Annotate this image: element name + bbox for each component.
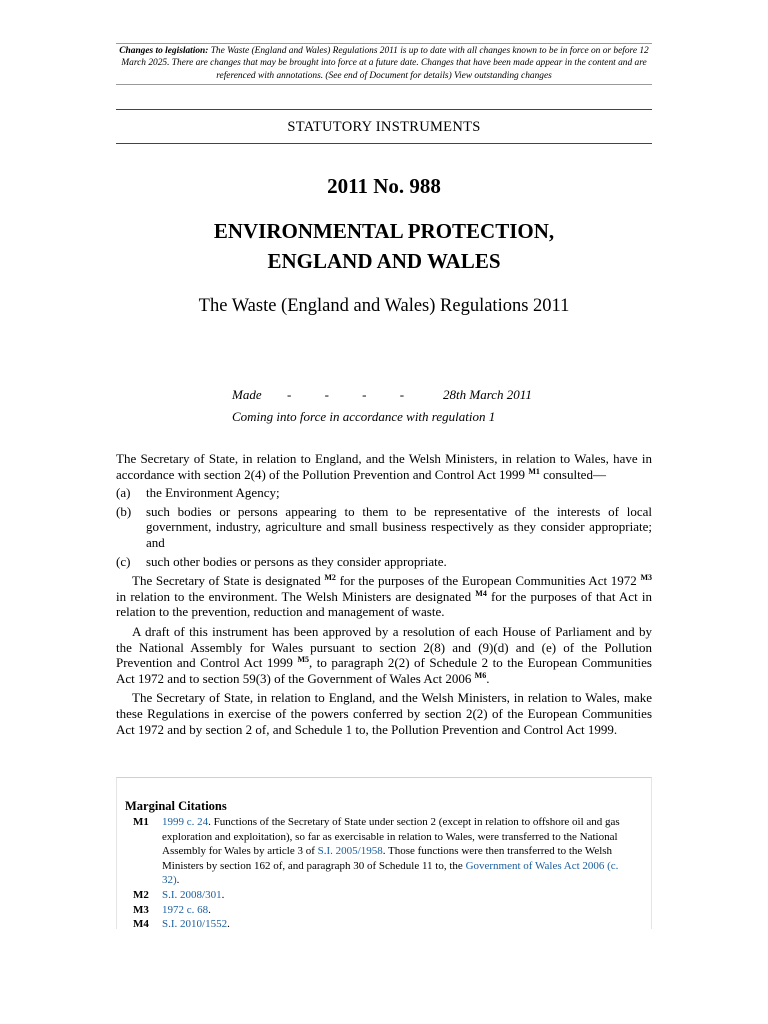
citation-link[interactable]: S.I. 2005/1958 (317, 845, 383, 858)
p2-text-c: in relation to the environment. The Welsh Ministers are designated (116, 588, 476, 604)
citation-text-part: . (176, 874, 180, 887)
list-item-label: (b) (116, 503, 132, 519)
citation-key: M4 (133, 918, 149, 929)
made-dashes: - - - - (287, 387, 420, 402)
citation-text-part: . (208, 904, 211, 916)
subject-line-2: ENGLAND AND WALES (267, 249, 501, 273)
series-heading: STATUTORY INSTRUMENTS (287, 119, 481, 135)
p3-text-b: , to paragraph 2(2) of Schedule 2 to the European Communities Act 1972 and to section 59(3) of the Government of Wales Act 2006 (116, 655, 652, 686)
banner-label: Changes to legislation: (119, 46, 209, 56)
citation-link[interactable]: 1972 c. 68 (162, 904, 209, 916)
citation-text (162, 888, 637, 903)
marginal-citations-heading: Marginal Citations (125, 799, 227, 813)
banner-text: The Waste (England and Wales) Regulations 2011 is up to date with all changes known to be in force on or before 12 March 2025. There are changes that may be brought into force at a future date. Changes that have been made appear in the content and are referenced with annotations. (See end of Document for details) View outstanding changes (121, 46, 649, 81)
p3-text-c: . (486, 670, 490, 686)
preamble-paragraph-2 (116, 573, 652, 620)
citation-row (125, 888, 637, 903)
list-item-text: such bodies or persons appearing to them to be representative of the interests of local government, industry, agriculture and small business respectively as they consider appropriate; and (146, 503, 652, 550)
document-title: The Waste (England and Wales) Regulations 2011 (198, 296, 570, 316)
p2-text-a: The Secretary of State is designated (132, 573, 325, 589)
citation-ref-m1[interactable]: M1 (528, 466, 540, 476)
made-row (232, 384, 652, 406)
header-bottom-rule (116, 143, 652, 144)
list-item-text: such other bodies or persons as they consider appropriate. (146, 553, 447, 569)
preamble-paragraph-3 (116, 624, 652, 686)
citation-row (125, 903, 637, 918)
citation-text (162, 815, 637, 888)
p1-text-b: consulted— (539, 466, 606, 482)
preamble-paragraph-1 (116, 451, 652, 482)
coming-into-force: Coming into force in accordance with regulation 1 (232, 409, 496, 424)
header-top-rule (116, 109, 652, 110)
citation-text (162, 917, 637, 929)
p2-text-b: for the purposes of the European Communities Act 1972 (335, 573, 641, 589)
subject-heading (116, 216, 652, 276)
list-item (116, 504, 652, 551)
p2-text-d: for the purposes of that Act in relation to the prevention, reduction and management of waste. (116, 588, 653, 620)
citation-text (162, 903, 637, 918)
citation-key: M2 (133, 889, 149, 901)
citation-ref-m2[interactable]: M2 (324, 573, 336, 583)
citation-text-part: . (227, 918, 230, 929)
marginal-citations-box (116, 777, 652, 929)
p1-text-a: The Secretary of State, in relation to England, and the Welsh Ministers, in relation to Wales, have in accordance with section 2(4) of the Pollution Prevention and Control Act 1999 (116, 451, 652, 482)
citation-link[interactable]: Government of Wales Act 2006 (c. 32) (162, 859, 619, 887)
made-date: 28th March 2011 (443, 387, 532, 402)
citation-text-part: . Those functions were then transferred to the Welsh Ministers by section 162 of, and paragraph 30 of Schedule 11 to, the (162, 845, 613, 872)
citation-ref-m5[interactable]: M5 (297, 655, 310, 665)
citation-ref-m3[interactable]: M3 (640, 573, 652, 583)
list-item-text: the Environment Agency; (146, 485, 280, 501)
citation-link[interactable]: S.I. 2010/1552 (162, 918, 228, 929)
citation-key: M1 (133, 816, 149, 828)
preamble (116, 451, 652, 737)
citation-key: M3 (133, 904, 149, 916)
dates-block (232, 384, 652, 428)
list-item (116, 485, 652, 501)
citation-link[interactable]: S.I. 2008/301 (162, 889, 222, 901)
citation-row (125, 815, 637, 888)
si-number: 2011 No. 988 (327, 174, 441, 198)
citation-row (125, 917, 637, 929)
citation-ref-m6[interactable]: M6 (474, 670, 487, 680)
list-item (116, 554, 652, 570)
citation-ref-m4[interactable]: M4 (475, 588, 487, 598)
changes-to-legislation-banner (116, 43, 652, 85)
subject-line-1: ENVIRONMENTAL PROTECTION, (213, 219, 555, 243)
made-label: Made (232, 387, 262, 402)
list-item-label: (c) (116, 553, 131, 569)
consultee-list (116, 485, 652, 569)
citation-link[interactable]: 1999 c. 24 (162, 816, 209, 828)
citation-text-part: . (221, 889, 225, 901)
preamble-paragraph-4: The Secretary of State, in relation to England, and the Welsh Ministers, in relation to Wales, make these Regulations in exercise of the powers conferred by section 2(2) of the European Communities Act 1972 and by section 2 of, and Schedule 1 to, the Pollution Prevention and Control Act 1999. (116, 690, 652, 737)
list-item-label: (a) (116, 485, 131, 501)
p3-text-a: A draft of this instrument has been approved by a resolution of each House of Parliament and by the National Assembly for Wales pursuant to section 2(8) and (9)(d) and (e) of the Pollution Prevention and Control Act 1999 (116, 623, 652, 671)
citation-text-part: . Functions of the Secretary of State under section 2 (except in relation to offshore oil and gas exploration and exploitation), so far as exercisable in relation to Wales, were transferred to the National Assembly for Wales by article 3 of (162, 816, 620, 858)
